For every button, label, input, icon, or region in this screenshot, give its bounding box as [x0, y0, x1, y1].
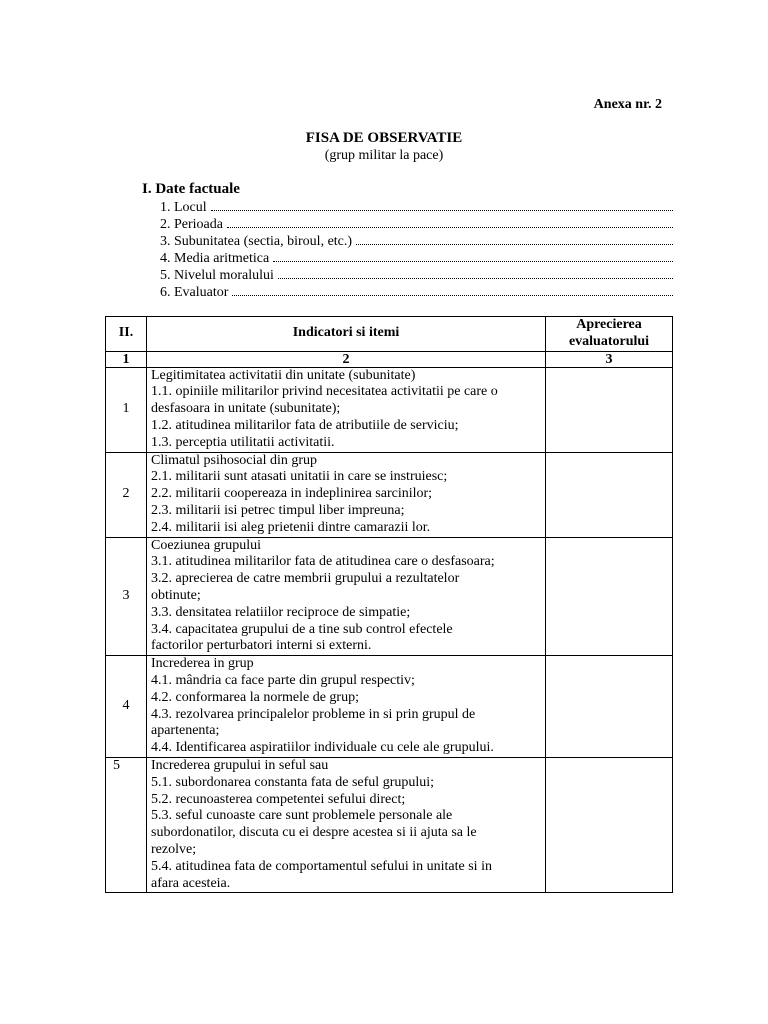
factual-item: [160, 266, 673, 283]
indicator-cell: [147, 656, 546, 758]
row-number: 3: [106, 537, 147, 656]
factual-item: [160, 249, 673, 266]
indicator-item: rezolve;: [151, 841, 197, 857]
indicator-item: 2.1. militarii sunt atasati unitatii in care se instruiesc;: [151, 469, 448, 485]
indicator-item: 1.3. perceptia utilitatii activitatii.: [151, 434, 335, 450]
header-assessment: Aprecierea evaluatorului: [546, 317, 673, 352]
row-number: 5: [106, 757, 147, 892]
factual-item: [160, 232, 673, 249]
factual-item-label: 3. Subunitatea (sectia, biroul, etc.): [160, 234, 353, 249]
row-number: 1: [106, 367, 147, 452]
factual-data-list: [160, 198, 673, 300]
indicator-item: 5.2. recunoasterea competentei sefului direct;: [151, 791, 406, 807]
indicator-item: 4.1. mândria ca face parte din grupul respectiv;: [151, 672, 415, 688]
row-number: 4: [106, 656, 147, 758]
indicator-item: subordonatilor, discuta cu ei despre acestea si ii ajuta sa le: [151, 825, 477, 841]
indicator-cell: [147, 452, 546, 537]
indicator-item: 2.3. militarii isi petrec timpul liber impreuna;: [151, 502, 405, 518]
indicator-title: Coeziunea grupului: [151, 537, 262, 553]
indicator-title: Increderea in grup: [151, 656, 254, 672]
observation-table: [105, 316, 673, 893]
assessment-cell[interactable]: [546, 656, 673, 758]
column-number: 1: [106, 351, 147, 367]
table-row: [106, 757, 673, 892]
indicator-item: 5.3. seful cunoaste care sunt problemele personale ale: [151, 808, 453, 824]
indicator-item: 4.4. Identificarea aspiratiilor individuale cu cele ale grupului.: [151, 740, 494, 756]
indicator-item: factorilor perturbatori interni si externi.: [151, 638, 372, 654]
indicator-item: afara acesteia.: [151, 875, 231, 891]
document-title: FISA DE OBSERVATIE: [305, 130, 463, 146]
indicator-item: apartenenta;: [151, 723, 220, 739]
section-heading: I. Date factuale: [142, 181, 240, 197]
annex-label: Anexa nr. 2: [593, 97, 662, 112]
factual-item-label: 6. Evaluator: [160, 285, 229, 300]
assessment-cell[interactable]: [546, 537, 673, 656]
fill-line[interactable]: [227, 215, 673, 228]
factual-item: [160, 198, 673, 215]
indicator-title: Legitimitatea activitatii din unitate (subunitate): [151, 367, 416, 383]
table-header-row: [106, 317, 673, 352]
indicator-title: Climatul psihosocial din grup: [151, 452, 318, 468]
indicator-item: 4.3. rezolvarea principalelor probleme in si prin grupul de: [151, 706, 476, 722]
fill-line[interactable]: [273, 249, 673, 262]
indicator-item: 1.1. opiniile militarilor privind necesitatea activitatii pe care o: [151, 384, 498, 400]
indicator-item: obtinute;: [151, 587, 201, 603]
table-row: [106, 452, 673, 537]
indicator-title: Increderea grupului in seful sau: [151, 757, 329, 773]
factual-item-label: 4. Media aritmetica: [160, 251, 270, 266]
indicator-item: 2.4. militarii isi aleg prietenii dintre camarazii lor.: [151, 519, 431, 535]
indicator-cell: [147, 367, 546, 452]
column-number: 3: [546, 351, 673, 367]
column-number: 2: [147, 351, 546, 367]
indicator-item: 3.1. atitudinea militarilor fata de atitudinea care o desfasoara;: [151, 554, 495, 570]
table-row: [106, 656, 673, 758]
factual-item-label: 5. Nivelul moralului: [160, 268, 274, 283]
fill-line[interactable]: [232, 283, 673, 296]
table-row: [106, 537, 673, 656]
indicator-item: 2.2. militarii coopereaza in indeplinirea sarcinilor;: [151, 486, 433, 502]
fill-line[interactable]: [356, 232, 673, 245]
indicator-item: 4.2. conformarea la normele de grup;: [151, 689, 359, 705]
factual-item: [160, 215, 673, 232]
indicator-cell: [147, 537, 546, 656]
indicator-item: desfasoara in unitate (subunitate);: [151, 401, 341, 417]
factual-item-label: 1. Locul: [160, 200, 207, 215]
row-number: 2: [106, 452, 147, 537]
header-indicators: Indicatori si itemi: [147, 317, 546, 352]
indicator-item: 5.4. atitudinea fata de comportamentul sefului in unitate si in: [151, 858, 492, 874]
indicator-item: 3.2. aprecierea de catre membrii grupului a rezultatelor: [151, 571, 460, 587]
table-row: [106, 367, 673, 452]
assessment-cell[interactable]: [546, 757, 673, 892]
header-section-number: II.: [106, 317, 147, 352]
indicator-item: 5.1. subordonarea constanta fata de seful grupului;: [151, 774, 435, 790]
column-number-row: [106, 351, 673, 367]
fill-line[interactable]: [278, 266, 673, 279]
fill-line[interactable]: [211, 198, 673, 211]
factual-item-label: 2. Perioada: [160, 217, 223, 232]
factual-item: [160, 283, 673, 300]
document-subtitle: (grup militar la pace): [324, 148, 444, 163]
assessment-cell[interactable]: [546, 367, 673, 452]
indicator-item: 3.3. densitatea relatiilor reciproce de simpatie;: [151, 604, 411, 620]
indicator-item: 1.2. atitudinea militarilor fata de atributiile de serviciu;: [151, 417, 459, 433]
indicator-item: 3.4. capacitatea grupului de a tine sub control efectele: [151, 621, 453, 637]
assessment-cell[interactable]: [546, 452, 673, 537]
indicator-cell: [147, 757, 546, 892]
